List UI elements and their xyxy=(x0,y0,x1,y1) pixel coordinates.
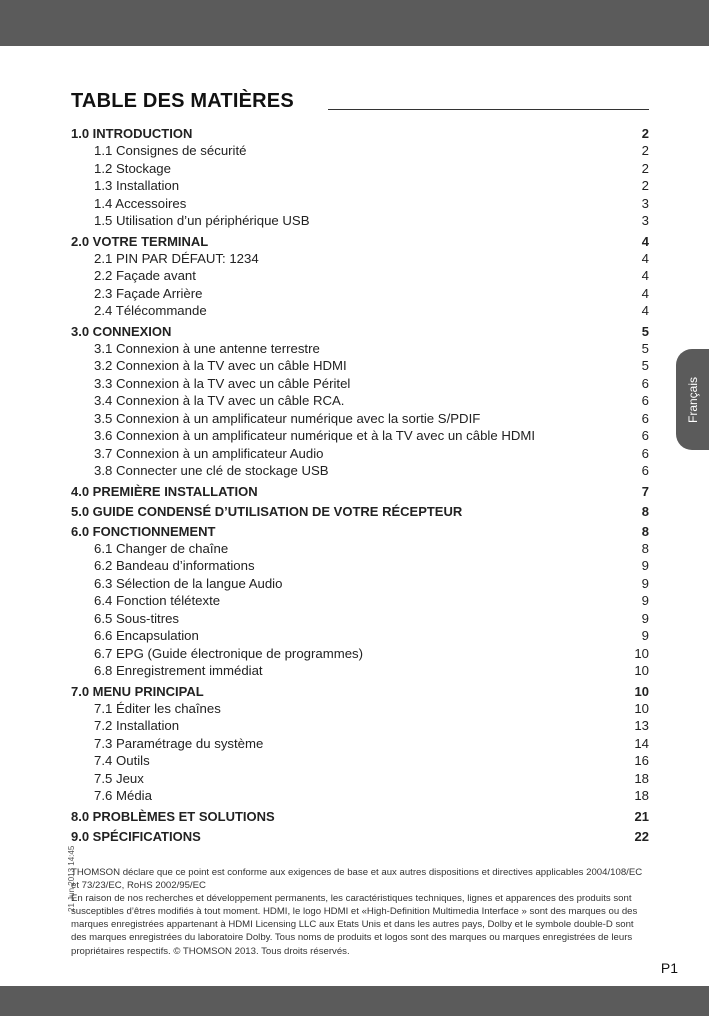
toc-entry-page: 10 xyxy=(634,645,649,661)
toc-entry-page: 6 xyxy=(641,445,649,461)
toc-entry-label: 6.3 Sélection de la langue Audio xyxy=(94,575,283,591)
toc-entry-page: 4 xyxy=(641,268,649,283)
toc-entry-page: 8 xyxy=(641,503,649,519)
toc-entry-label: 2.2 Façade avant xyxy=(94,268,196,283)
toc-entry-label: 3.5 Connexion à un amplificateur numérique avec la sortie S/PDIF xyxy=(94,410,481,426)
toc-entry-page: 4 xyxy=(641,303,649,318)
toc-entry xyxy=(71,770,649,788)
toc-section xyxy=(71,125,649,142)
toc-entry-page: 9 xyxy=(641,628,649,643)
toc-entry-page: 2 xyxy=(641,178,649,193)
toc-entry xyxy=(71,392,649,410)
toc-entry-label: 3.2 Connexion à la TV avec un câble HDMI xyxy=(94,358,347,373)
toc-entry-label: 7.0 MENU PRINCIPAL xyxy=(71,683,204,699)
toc-entry xyxy=(71,302,649,320)
toc-section xyxy=(71,233,649,250)
toc-entry-label: 3.4 Connexion à la TV avec un câble RCA. xyxy=(94,393,345,408)
toc-entry xyxy=(71,250,649,268)
toc-entry-page: 5 xyxy=(641,340,649,356)
toc-entry-label: 6.8 Enregistrement immédiat xyxy=(94,663,263,678)
toc-entry-label: 6.2 Bandeau d’informations xyxy=(94,558,255,573)
toc-entry xyxy=(71,627,649,645)
toc-entry xyxy=(71,142,649,160)
toc-entry-label: 3.1 Connexion à une antenne terrestre xyxy=(94,340,320,356)
language-tab-label: Français xyxy=(686,376,700,423)
toc-entry xyxy=(71,212,649,230)
toc-entry xyxy=(71,160,649,178)
toc-entry-label: 8.0 PROBLÈMES ET SOLUTIONS xyxy=(71,808,275,824)
toc-header xyxy=(71,90,649,116)
toc-entry-page: 16 xyxy=(634,753,649,768)
toc-entry xyxy=(71,410,649,428)
language-tab xyxy=(676,349,709,450)
toc-entry-page: 21 xyxy=(634,808,649,824)
toc-entry-page: 9 xyxy=(641,575,649,591)
toc-entry xyxy=(71,285,649,303)
toc-section xyxy=(71,683,649,700)
legal-notice xyxy=(71,866,651,958)
toc-entry-label: 6.1 Changer de chaîne xyxy=(94,540,229,556)
toc-entry xyxy=(71,340,649,358)
toc-entry-page: 3 xyxy=(641,195,649,211)
toc-entry xyxy=(71,575,649,593)
toc-entry xyxy=(71,177,649,195)
toc-entry-page: 9 xyxy=(641,593,649,608)
legal-conformity: THOMSON déclare que ce point est conforme aux exigences de base et aux autres dispositions et directives applicables 2004/108/EC et 73/23/EC, RoHS 2002/95/EC xyxy=(71,867,643,892)
toc-entry xyxy=(71,700,649,718)
toc-entry-page: 9 xyxy=(641,610,649,626)
toc-entry-page: 10 xyxy=(634,663,649,678)
toc-entry-page: 18 xyxy=(634,770,649,786)
toc-entry-label: 6.7 EPG (Guide électronique de programmes) xyxy=(94,645,364,661)
toc-entry-label: 4.0 PREMIÈRE INSTALLATION xyxy=(71,483,258,499)
toc-entry-label: 2.0 VOTRE TERMINAL xyxy=(71,233,209,249)
toc-entry xyxy=(71,267,649,285)
toc-entry xyxy=(71,592,649,610)
toc-entry-label: 7.6 Média xyxy=(94,788,152,803)
top-band xyxy=(0,0,709,46)
toc-entry xyxy=(71,462,649,480)
toc-entry-label: 7.4 Outils xyxy=(94,753,150,768)
toc-entry xyxy=(71,357,649,375)
page-number: P1 xyxy=(660,960,678,976)
toc-entry xyxy=(71,195,649,213)
toc-entry-page: 7 xyxy=(641,483,649,499)
toc-entry-page: 22 xyxy=(634,828,649,844)
toc-entry xyxy=(71,645,649,663)
toc-entry-label: 1.3 Installation xyxy=(94,178,180,193)
toc-entry-label: 9.0 SPÉCIFICATIONS xyxy=(71,828,201,844)
toc-entry-label: 1.5 Utilisation d’un périphérique USB xyxy=(94,213,310,228)
toc-entry-label: 7.3 Paramétrage du système xyxy=(94,735,264,751)
legal-disclaimer: En raison de nos recherches et développement permanents, les caractéristiques techniques, lignes et apparences des produits sont susceptibles d’êtres modifiés à tout moment. HDMI, le logo HDMI et «High-Definition Multimedia Interface » sont des marques ou des marques enregistrées appartenant à HDMI Licensing LLC aux Etats Unis et dans les autres pays, Dolby et le symbole double-D sont des marques enregistrées du laboratoire Dolby. Tous noms de produits et logos sont des marques ou marques enregistrées de leurs propriétaires respectifs. © THOMSON 2013. Tous droits réservés. xyxy=(71,893,638,957)
toc-section xyxy=(71,483,649,500)
toc-entry-page: 5 xyxy=(641,323,649,339)
toc-entry-label: 6.4 Fonction télétexte xyxy=(94,593,221,608)
toc-entry-page: 14 xyxy=(634,735,649,751)
toc-entry-page: 13 xyxy=(634,718,649,733)
toc-entry-label: 7.5 Jeux xyxy=(94,770,144,786)
toc-entry xyxy=(71,787,649,805)
toc-entry-page: 18 xyxy=(634,788,649,803)
toc-entry-label: 3.3 Connexion à la TV avec un câble Péritel xyxy=(94,375,351,391)
title-rule xyxy=(328,109,649,110)
toc-entry xyxy=(71,427,649,445)
toc-entry-page: 6 xyxy=(641,428,649,443)
toc-entry-page: 2 xyxy=(641,126,649,141)
toc-entry-page: 4 xyxy=(641,285,649,301)
toc-entry-label: 2.4 Télécommande xyxy=(94,303,207,318)
toc-entry-page: 4 xyxy=(641,233,649,249)
toc-entry-page: 6 xyxy=(641,375,649,391)
toc-entry-label: 7.1 Éditer les chaînes xyxy=(94,700,221,716)
toc-entry-label: 3.8 Connecter une clé de stockage USB xyxy=(94,463,329,478)
toc-section xyxy=(71,323,649,340)
toc-entry-label: 2.3 Façade Arrière xyxy=(94,285,203,301)
toc-entry-page: 10 xyxy=(634,683,649,699)
toc-entry xyxy=(71,735,649,753)
toc-entry-label: 1.2 Stockage xyxy=(94,160,171,176)
toc-entry-page: 6 xyxy=(641,463,649,478)
toc-entry xyxy=(71,610,649,628)
toc-entry-page: 9 xyxy=(641,558,649,573)
toc-section xyxy=(71,808,649,825)
toc-entry xyxy=(71,445,649,463)
toc-entry-page: 8 xyxy=(641,540,649,556)
toc-entry xyxy=(71,375,649,393)
date-stamp: 21 Jun 2013 14:45 xyxy=(67,845,76,912)
toc-entry-label: 1.1 Consignes de sécurité xyxy=(94,143,247,158)
toc-entry-label: 3.6 Connexion à un amplificateur numérique et à la TV avec un câble HDMI xyxy=(94,428,536,443)
toc-entry-label: 2.1 PIN PAR DÉFAUT: 1234 xyxy=(94,250,259,266)
toc-entry-label: 1.0 INTRODUCTION xyxy=(71,126,193,141)
toc-entry xyxy=(71,717,649,735)
toc-entry xyxy=(71,662,649,680)
bottom-band xyxy=(0,986,709,1016)
toc-entry-label: 3.0 CONNEXION xyxy=(71,323,172,339)
toc-entry-label: 6.6 Encapsulation xyxy=(94,628,199,643)
toc-entry-label: 1.4 Accessoires xyxy=(94,195,187,211)
toc-entry-page: 2 xyxy=(641,143,649,158)
toc-section xyxy=(71,503,649,520)
toc-entry-page: 2 xyxy=(641,160,649,176)
toc-entry-label: 5.0 GUIDE CONDENSÉ D’UTILISATION DE VOTRE RÉCEPTEUR xyxy=(71,503,463,519)
toc-entry-page: 8 xyxy=(641,523,649,539)
toc-entry-page: 5 xyxy=(641,358,649,373)
toc-entry-label: 6.0 FONCTIONNEMENT xyxy=(71,523,216,539)
toc-entry-page: 10 xyxy=(634,700,649,716)
toc-entry-page: 6 xyxy=(641,393,649,408)
toc-entry-page: 3 xyxy=(641,213,649,228)
page-title: TABLE DES MATIÈRES xyxy=(71,90,294,112)
toc-entry-label: 6.5 Sous-titres xyxy=(94,610,180,626)
toc-entry xyxy=(71,752,649,770)
toc-entry-page: 6 xyxy=(641,410,649,426)
toc-section xyxy=(71,523,649,540)
toc-section xyxy=(71,828,649,845)
toc-entry-page: 4 xyxy=(641,250,649,266)
toc-entry-label: 3.7 Connexion à un amplificateur Audio xyxy=(94,445,324,461)
toc-entry-label: 7.2 Installation xyxy=(94,718,180,733)
toc-entry xyxy=(71,540,649,558)
toc-entry xyxy=(71,557,649,575)
table-of-contents xyxy=(71,124,649,845)
